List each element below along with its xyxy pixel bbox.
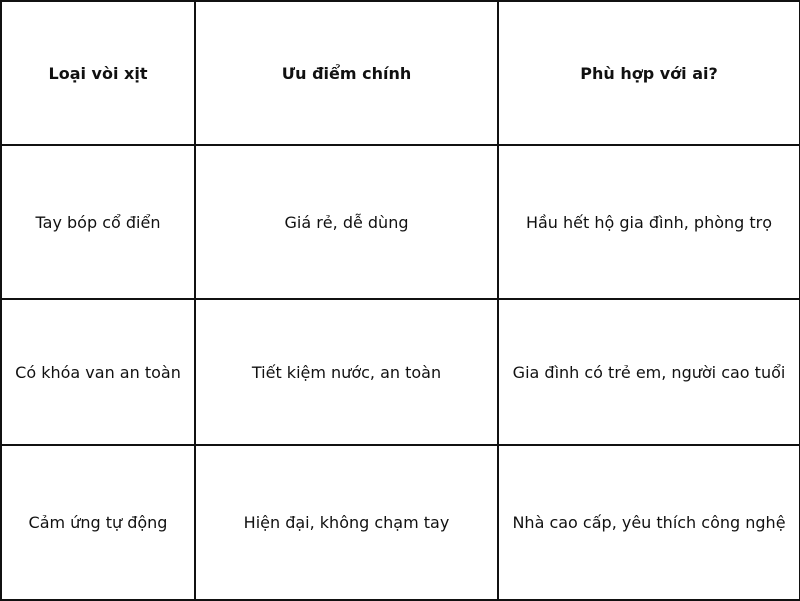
cell-advantage: Tiết kiệm nước, an toàn xyxy=(195,299,498,445)
header-advantage: Ưu điểm chính xyxy=(195,1,498,145)
cell-advantage: Hiện đại, không chạm tay xyxy=(195,445,498,600)
cell-advantage: Giá rẻ, dễ dùng xyxy=(195,145,498,299)
header-suitable-for: Phù hợp với ai? xyxy=(498,1,800,145)
cell-type: Có khóa van an toàn xyxy=(1,299,195,445)
cell-suitable-for: Nhà cao cấp, yêu thích công nghệ xyxy=(498,445,800,600)
table-row xyxy=(1,445,800,600)
cell-suitable-for: Gia đình có trẻ em, người cao tuổi xyxy=(498,299,800,445)
cell-suitable-for: Hầu hết hộ gia đình, phòng trọ xyxy=(498,145,800,299)
cell-type: Cảm ứng tự động xyxy=(1,445,195,600)
table-row xyxy=(1,299,800,445)
table-row xyxy=(1,145,800,299)
header-type: Loại vòi xịt xyxy=(1,1,195,145)
cell-type: Tay bóp cổ điển xyxy=(1,145,195,299)
table-header-row xyxy=(1,1,800,145)
